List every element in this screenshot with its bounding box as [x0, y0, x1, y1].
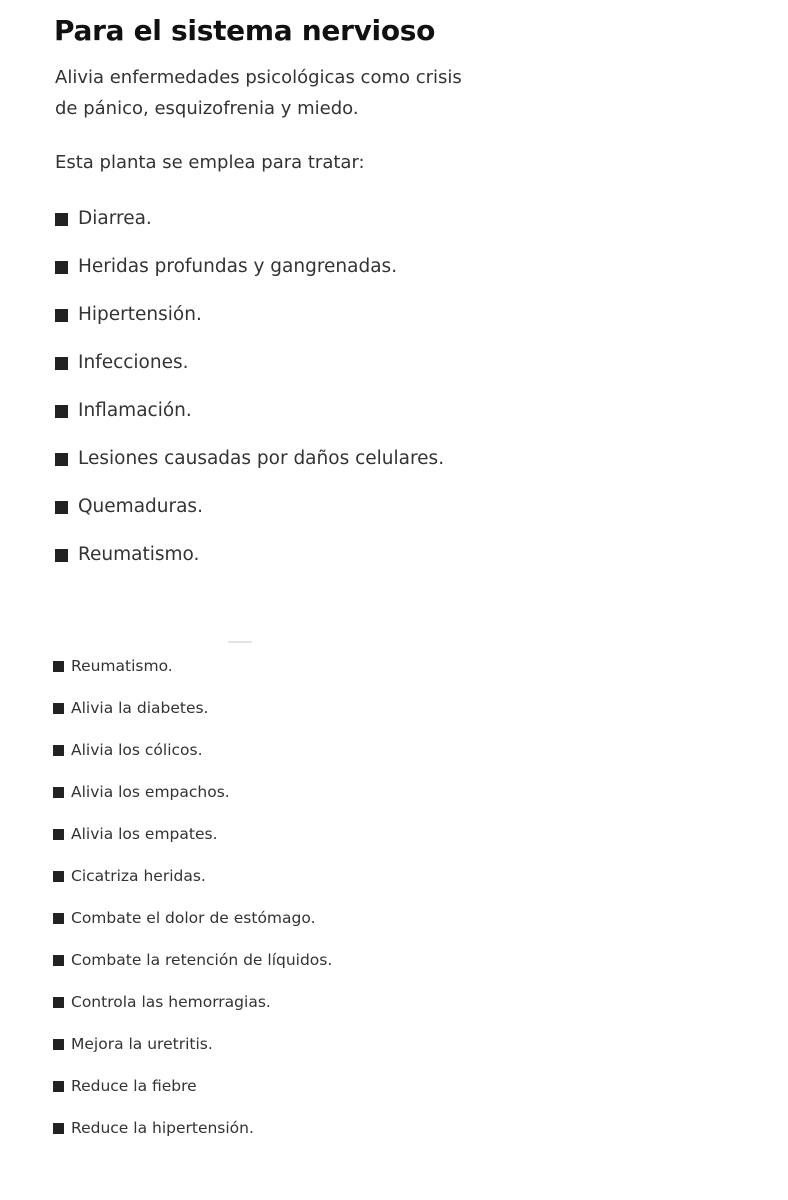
list-item-text: Alivia la diabetes.: [71, 699, 209, 717]
square-bullet-icon: [55, 405, 68, 418]
list-item-text: Diarrea.: [78, 208, 152, 229]
list-item: [53, 654, 332, 696]
list-item-text: Reduce la fiebre: [71, 1077, 197, 1095]
list-item-text: Cicatriza heridas.: [71, 867, 206, 885]
list-item: [53, 1032, 332, 1074]
list-item: [55, 299, 444, 347]
list-item: [55, 203, 444, 251]
square-bullet-icon: [53, 661, 64, 672]
list-item-text: Heridas profundas y gangrenadas.: [78, 256, 398, 277]
list-item: [55, 539, 444, 587]
square-bullet-icon: [55, 357, 68, 370]
treatment-list: [55, 203, 444, 587]
square-bullet-icon: [53, 955, 64, 966]
list-item: [53, 1074, 332, 1116]
list-item: [53, 906, 332, 948]
divider: [228, 641, 252, 643]
list-item-text: Reumatismo.: [71, 657, 173, 675]
square-bullet-icon: [53, 1081, 64, 1092]
list-item-text: Controla las hemorragias.: [71, 993, 271, 1011]
list-item: [53, 780, 332, 822]
list-item: [55, 347, 444, 395]
list-item-text: Infecciones.: [78, 352, 189, 373]
list-item-text: Lesiones causadas por daños celulares.: [78, 448, 445, 469]
square-bullet-icon: [53, 829, 64, 840]
list-item: [55, 443, 444, 491]
list-item-text: Reumatismo.: [78, 544, 200, 565]
list-item: [53, 738, 332, 780]
square-bullet-icon: [53, 913, 64, 924]
square-bullet-icon: [55, 453, 68, 466]
square-bullet-icon: [53, 703, 64, 714]
list-item-text: Hipertensión.: [78, 304, 202, 325]
square-bullet-icon: [53, 997, 64, 1008]
list-item: [53, 696, 332, 738]
square-bullet-icon: [53, 745, 64, 756]
square-bullet-icon: [55, 501, 68, 514]
square-bullet-icon: [53, 1039, 64, 1050]
benefits-list: [53, 654, 332, 1158]
square-bullet-icon: [53, 1123, 64, 1134]
lead-text: Esta planta se emplea para tratar:: [55, 152, 365, 173]
list-item-text: Alivia los cólicos.: [71, 741, 203, 759]
list-item: [55, 395, 444, 443]
list-item: [53, 822, 332, 864]
intro-paragraph: [55, 62, 515, 124]
list-item-text: Alivia los empates.: [71, 825, 218, 843]
square-bullet-icon: [55, 549, 68, 562]
list-item-text: Quemaduras.: [78, 496, 203, 517]
list-item-text: Combate el dolor de estómago.: [71, 909, 316, 927]
intro-line-2: de pánico, esquizofrenia y miedo.: [55, 98, 359, 119]
square-bullet-icon: [53, 871, 64, 882]
intro-line-1: Alivia enfermedades psicológicas como crisis: [55, 67, 462, 88]
square-bullet-icon: [55, 309, 68, 322]
list-item-text: Alivia los empachos.: [71, 783, 230, 801]
square-bullet-icon: [55, 213, 68, 226]
list-item-text: Inflamación.: [78, 400, 192, 421]
square-bullet-icon: [53, 787, 64, 798]
list-item: [53, 990, 332, 1032]
list-item: [55, 251, 444, 299]
section-title: Para el sistema nervioso: [54, 14, 436, 47]
square-bullet-icon: [55, 261, 68, 274]
list-item-text: Combate la retención de líquidos.: [71, 951, 333, 969]
list-item: [55, 491, 444, 539]
list-item-text: Mejora la uretritis.: [71, 1035, 213, 1053]
list-item: [53, 1116, 332, 1158]
list-item-text: Reduce la hipertensión.: [71, 1119, 254, 1137]
list-item: [53, 864, 332, 906]
list-item: [53, 948, 332, 990]
